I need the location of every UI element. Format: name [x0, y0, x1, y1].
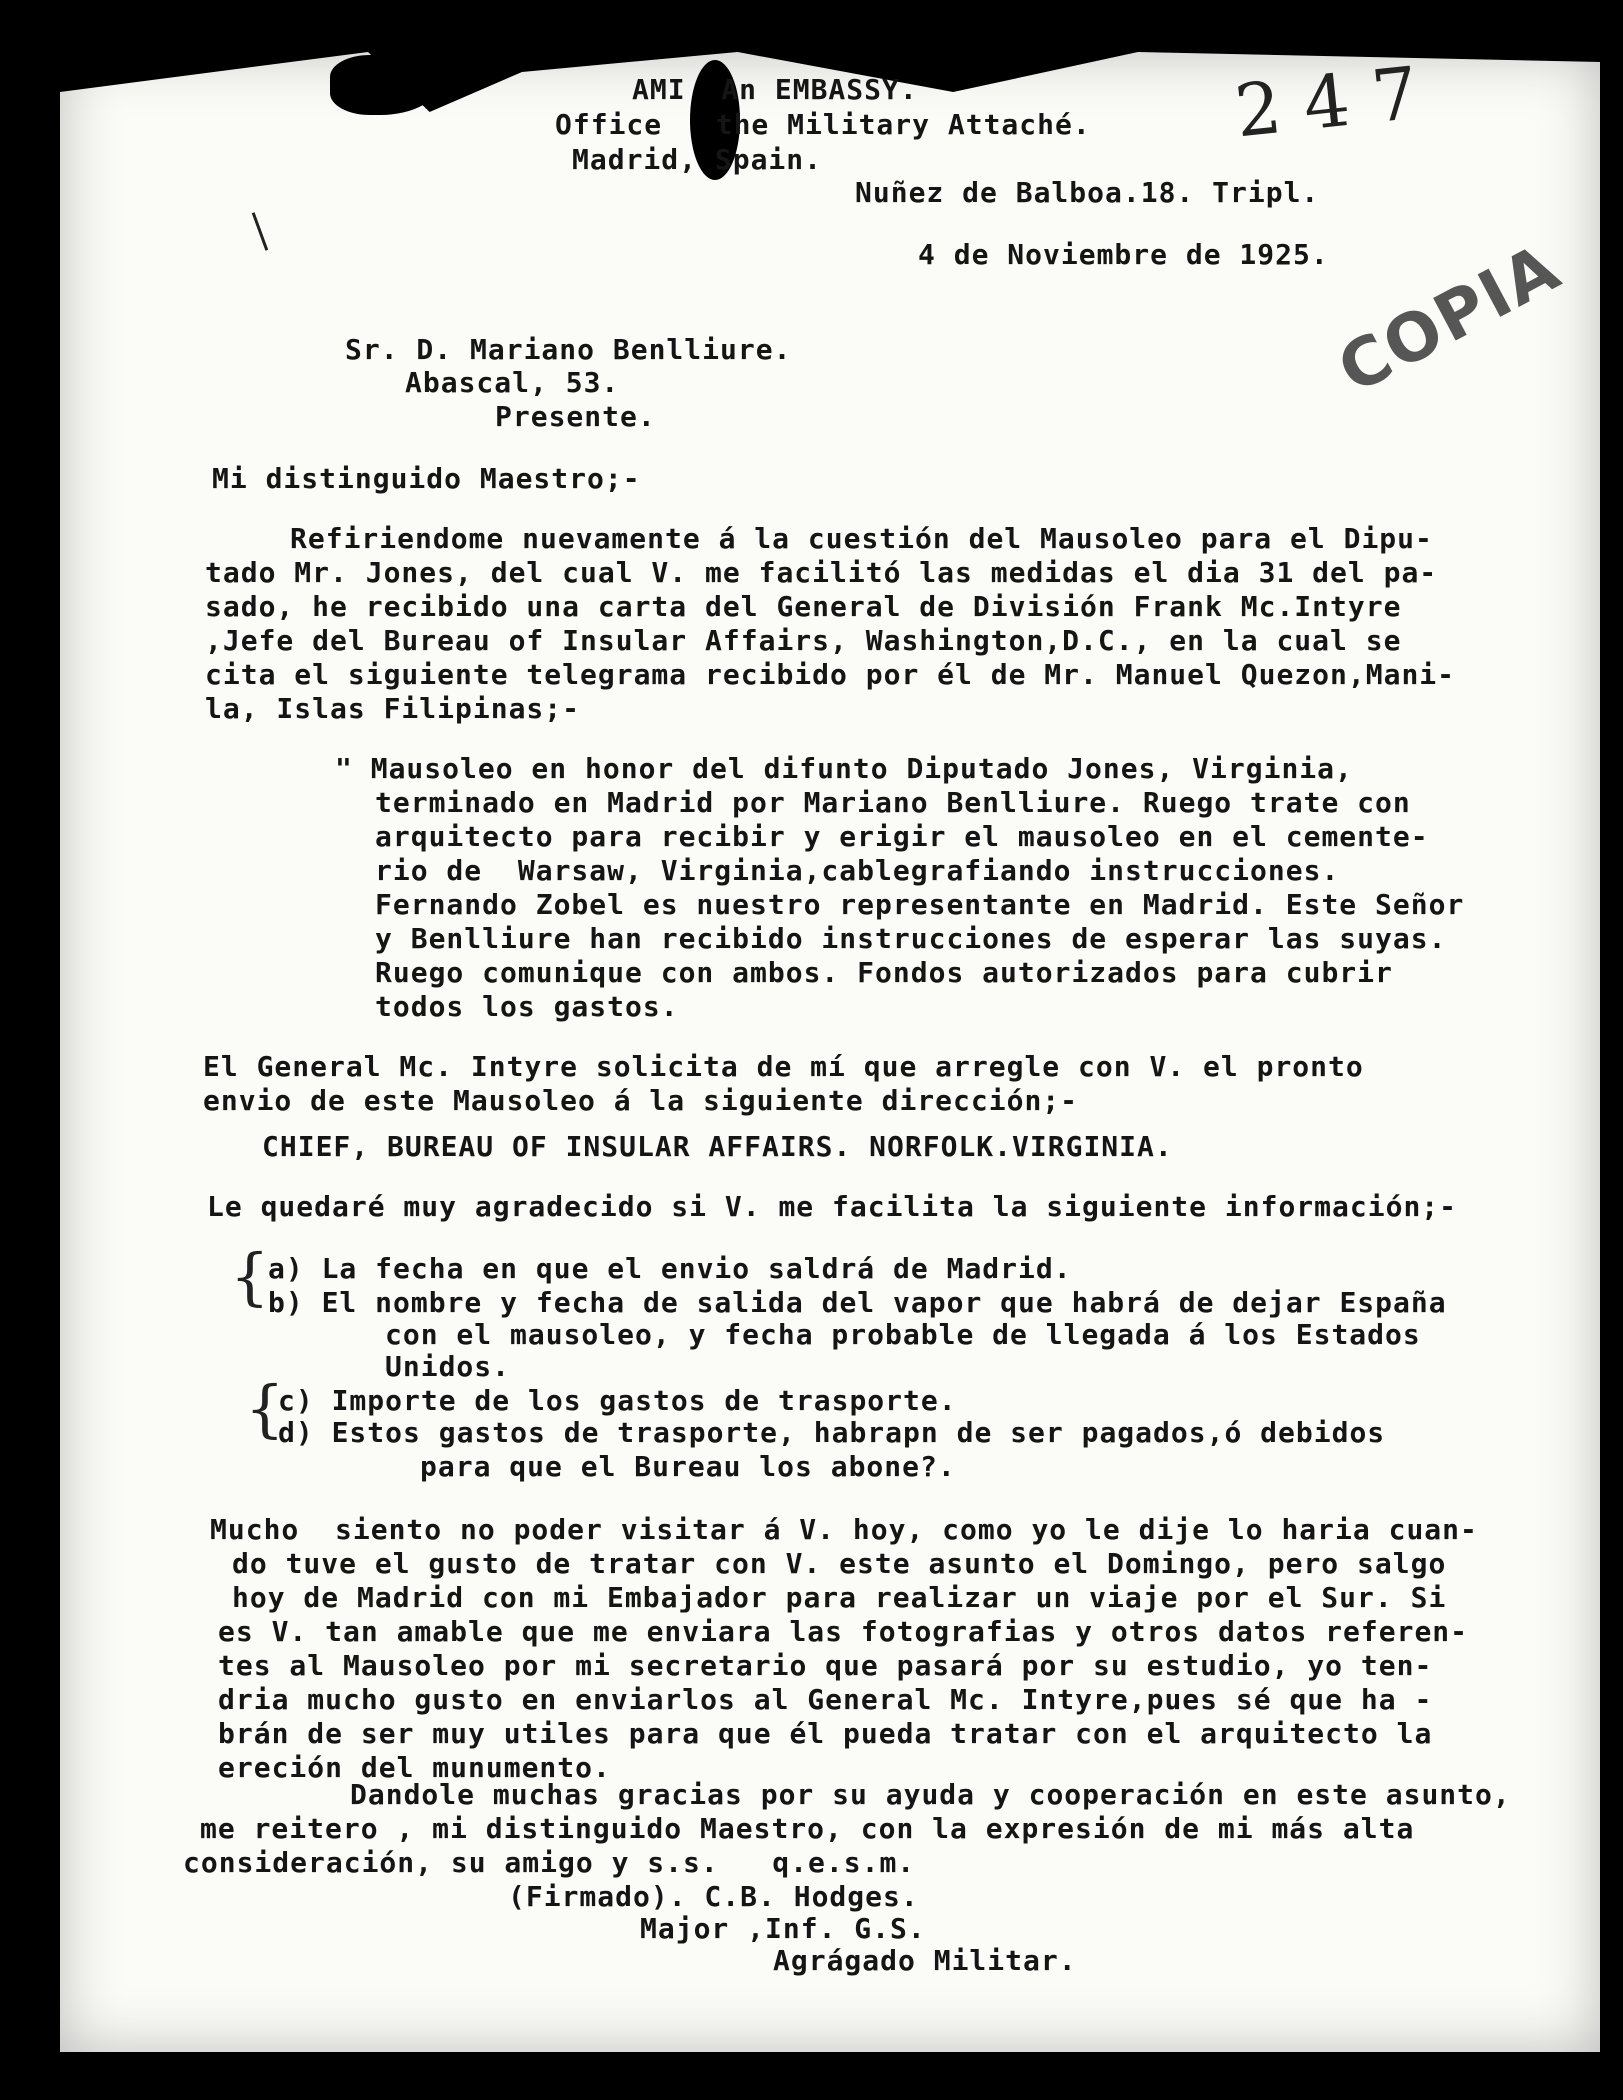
body-line: ,Jefe del Bureau of Insular Affairs, Washington,D.C., en la cual se	[205, 624, 1402, 657]
list-item-b-cont: con el mausoleo, y fecha probable de llegada á los Estados	[385, 1318, 1421, 1351]
body-line: Refiriendome nuevamente á la cuestión del Mausoleo para el Dipu-	[290, 522, 1433, 555]
body-line: envio de este Mausoleo á la siguiente dirección;-	[203, 1084, 1079, 1117]
body-line: sado, he recibido una carta del General de División Frank Mc.Intyre	[205, 590, 1402, 623]
body-line: do tuve el gusto de tratar con V. este asunto el Domingo, pero salgo	[232, 1547, 1447, 1580]
letterhead-office: Office the Military Attaché.	[555, 108, 1091, 141]
body-line: Mucho siento no poder visitar á V. hoy, como yo le dije lo haria cuan-	[210, 1513, 1478, 1546]
signature-name: (Firmado). C.B. Hodges.	[508, 1880, 919, 1913]
telegram-line: arquitecto para recibir y erigir el mausoleo en el cemente-	[375, 820, 1429, 853]
recipient-delivery: Presente.	[495, 400, 656, 433]
body-line: hoy de Madrid con mi Embajador para realizar un viaje por el Sur. Si	[232, 1581, 1447, 1614]
signature-rank: Major ,Inf. G.S.	[640, 1912, 926, 1945]
body-line: El General Mc. Intyre solicita de mí que arregle con V. el pronto	[203, 1050, 1364, 1083]
body-line: la, Islas Filipinas;-	[205, 692, 581, 725]
body-line: ereción del munumento.	[218, 1751, 611, 1784]
body-line: es V. tan amable que me enviara las fotografias y otros datos referen-	[218, 1615, 1469, 1648]
shipping-address: CHIEF, BUREAU OF INSULAR AFFAIRS. NORFOLK.VIRGINIA.	[262, 1130, 1173, 1163]
signature-title: Agrágado Militar.	[773, 1944, 1077, 1977]
list-item-b-cont: Unidos.	[385, 1350, 511, 1383]
paper-damage	[330, 55, 440, 115]
list-item-b: b) El nombre y fecha de salida del vapor que habrá de dejar España	[268, 1286, 1447, 1319]
body-line: me reitero , mi distinguido Maestro, con la expresión de mi más alta	[200, 1812, 1415, 1845]
recipient-street: Abascal, 53.	[405, 366, 620, 399]
list-brace: {	[245, 1372, 285, 1445]
letterhead-city: Madrid, Spain.	[572, 143, 823, 176]
salutation: Mi distinguido Maestro;-	[212, 462, 641, 495]
handwritten-number: 2 4 7	[1231, 50, 1423, 154]
list-item-a: a) La fecha en que el envio saldrá de Madrid.	[268, 1252, 1072, 1285]
body-line: Dandole muchas gracias por su ayuda y cooperación en este asunto,	[350, 1778, 1511, 1811]
body-line: dria mucho gusto en enviarlos al General Mc. Intyre,pues sé que ha -	[218, 1683, 1433, 1716]
telegram-line: Ruego comunique con ambos. Fondos autorizados para cubrir	[375, 956, 1393, 989]
body-line: Le quedaré muy agradecido si V. me facilita la siguiente información;-	[207, 1190, 1458, 1223]
list-brace: {	[230, 1240, 270, 1313]
telegram-line: rio de Warsaw, Virginia,cablegrafiando instrucciones.	[375, 854, 1340, 887]
list-item-d: d) Estos gastos de trasporte, habrapn de ser pagados,ó debidos	[278, 1416, 1386, 1449]
letterhead-embassy: AMI An EMBASSY.	[632, 73, 918, 106]
letter-date: 4 de Noviembre de 1925.	[918, 238, 1329, 271]
telegram-line: " Mausoleo en honor del difunto Diputado Jones, Virginia,	[335, 752, 1353, 785]
letterhead-address: Nuñez de Balboa.18. Tripl.	[855, 176, 1320, 209]
telegram-line: Fernando Zobel es nuestro representante en Madrid. Este Señor	[375, 888, 1465, 921]
telegram-line: terminado en Madrid por Mariano Benlliure. Ruego trate con	[375, 786, 1411, 819]
body-line: brán de ser muy utiles para que él pueda tratar con el arquitecto la	[218, 1717, 1433, 1750]
body-line: cita el siguiente telegrama recibido por él de Mr. Manuel Quezon,Mani-	[205, 658, 1456, 691]
telegram-line: y Benlliure han recibido instrucciones de esperar las suyas.	[375, 922, 1447, 955]
recipient-name: Sr. D. Mariano Benlliure.	[345, 333, 792, 366]
telegram-line: todos los gastos.	[375, 990, 679, 1023]
body-line: tes al Mausoleo por mi secretario que pasará por su estudio, yo ten-	[218, 1649, 1433, 1682]
list-item-c: c) Importe de los gastos de trasporte.	[278, 1384, 957, 1417]
list-item-d-cont: para que el Bureau los abone?.	[420, 1450, 956, 1483]
body-line: consideración, su amigo y s.s. q.e.s.m.	[183, 1846, 916, 1879]
copia-stamp: COPIA	[1325, 228, 1573, 409]
body-line: tado Mr. Jones, del cual V. me facilitó las medidas el dia 31 del pa-	[205, 556, 1438, 589]
